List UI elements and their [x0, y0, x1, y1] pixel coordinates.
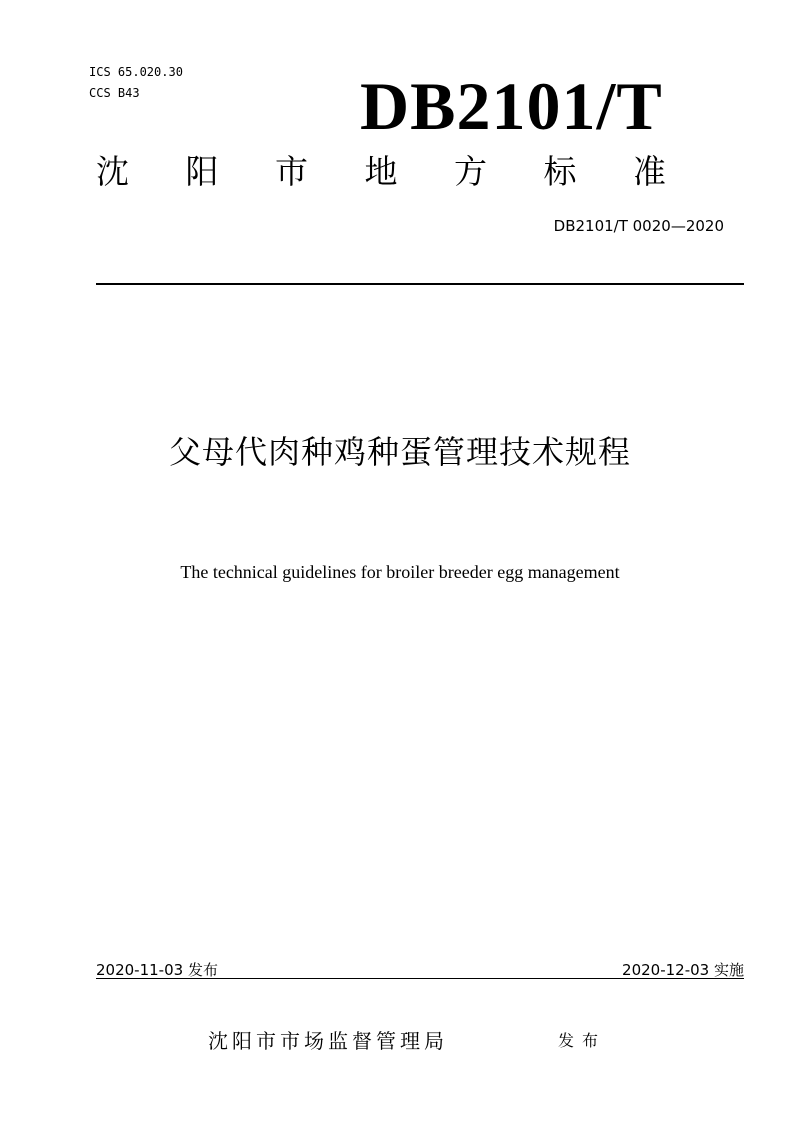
header-char: 方: [454, 152, 487, 191]
document-title-chinese: 父母代肉种鸡种蛋管理技术规程: [168, 433, 631, 471]
header-char: 市: [275, 152, 308, 191]
header-char: 沈: [96, 152, 129, 191]
ccs-code: CCS B43: [89, 86, 140, 100]
issuing-authority: 沈阳市市场监督管理局: [208, 1029, 448, 1053]
header-char: 标: [543, 152, 577, 191]
standard-number: DB2101/T 0020—2020: [553, 217, 724, 235]
ics-code: ICS 65.020.30: [89, 65, 183, 79]
issue-label: 发布: [558, 1031, 607, 1050]
header-char: 地: [364, 152, 398, 191]
header-char: 准: [633, 152, 666, 191]
standard-code: DB2101/T: [360, 68, 663, 144]
header-char: 阳: [185, 152, 219, 191]
publish-date: 2020-11-03 发布: [96, 961, 218, 979]
bottom-divider: [96, 978, 744, 979]
top-divider: [96, 283, 744, 285]
implement-date: 2020-12-03 实施: [622, 961, 744, 979]
standard-type-header: [96, 152, 666, 192]
document-title-english: The technical guidelines for broiler breeder egg management: [180, 562, 620, 582]
